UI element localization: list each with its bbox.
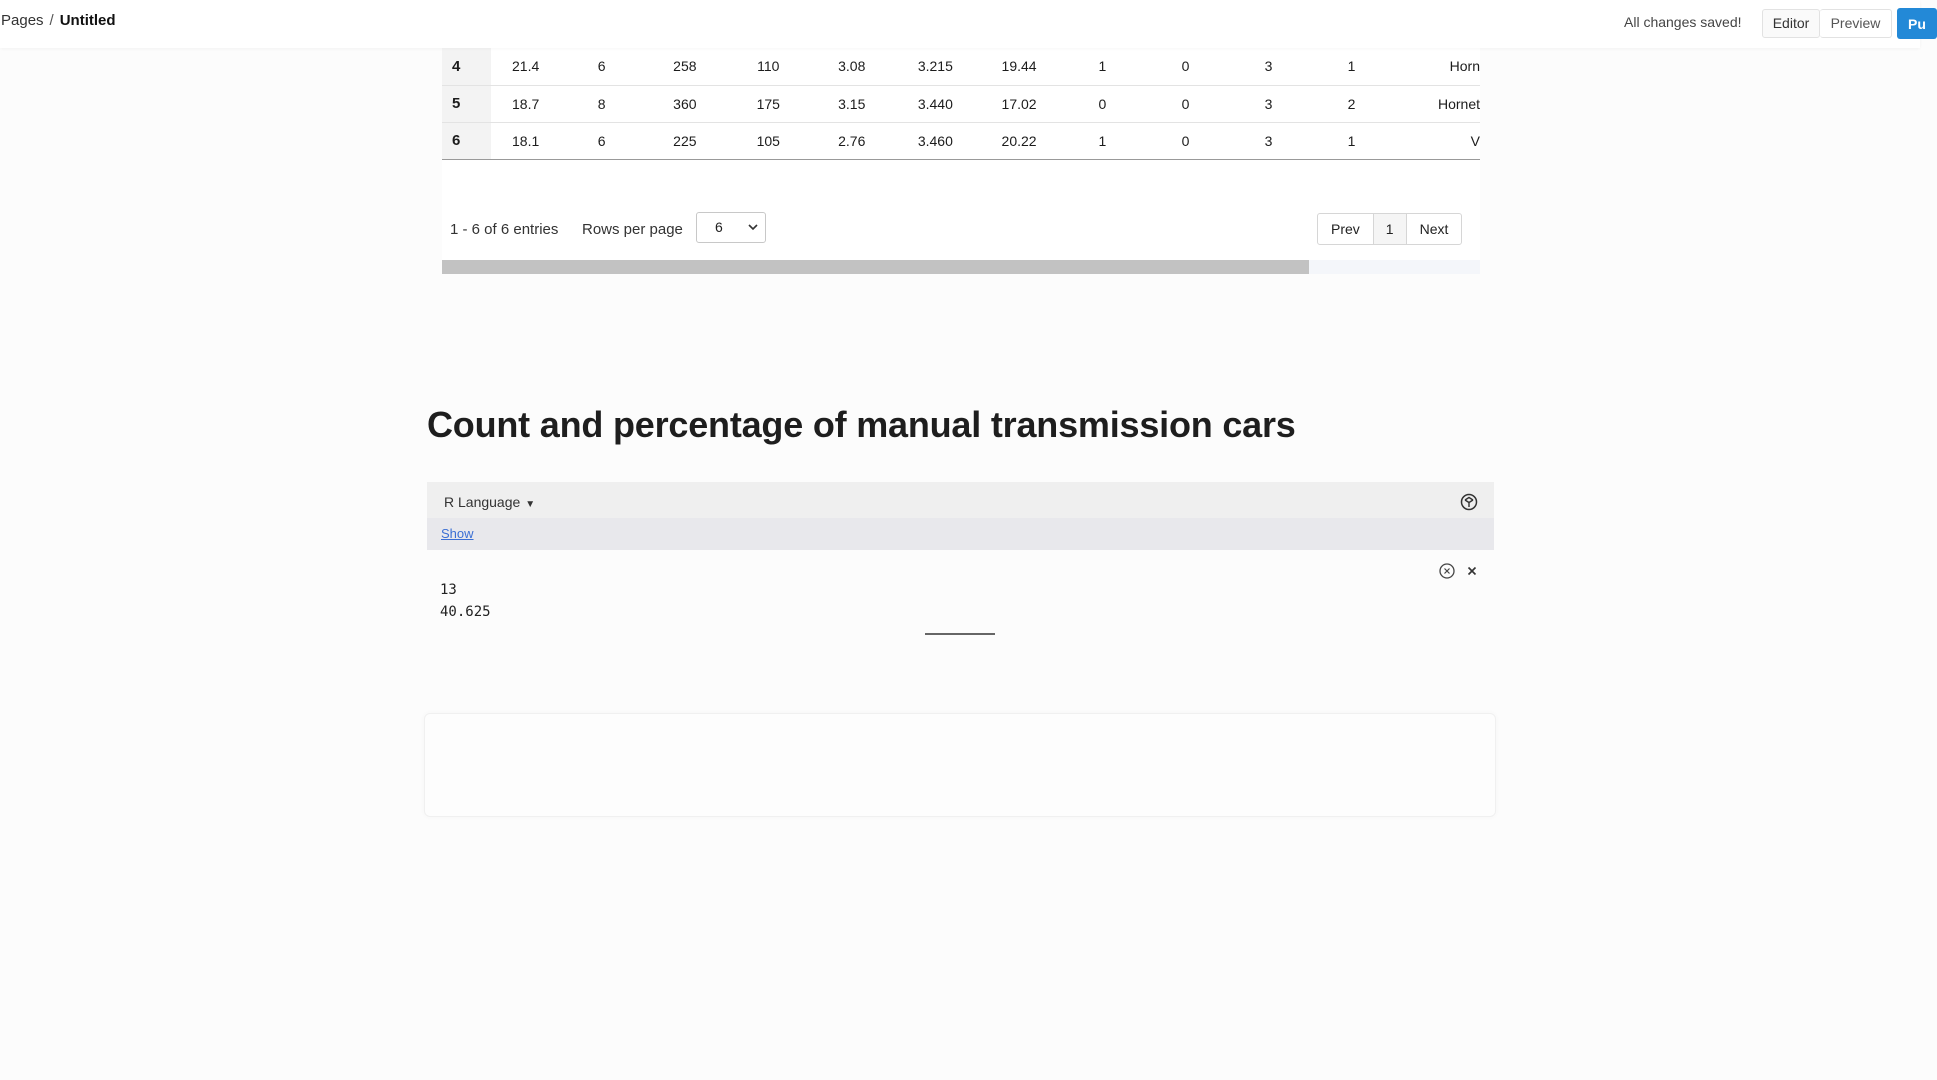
table-cell: 110 — [727, 48, 810, 85]
output-line: 40.625 — [440, 604, 491, 620]
table-cell: 19.44 — [977, 48, 1061, 85]
table-cell-name: Horn — [1393, 48, 1480, 85]
language-selector[interactable] — [444, 494, 535, 510]
pagination — [1317, 213, 1462, 245]
table-cell: 8 — [560, 85, 643, 122]
cube-icon[interactable] — [1459, 492, 1479, 512]
publish-button[interactable]: Pu — [1897, 8, 1937, 39]
next-page-button[interactable]: Next — [1419, 221, 1449, 237]
row-index: 4 — [442, 48, 491, 85]
table-cell: 225 — [643, 122, 726, 159]
table-row — [442, 48, 1480, 85]
table-cell: 3.08 — [810, 48, 894, 85]
table-row — [442, 122, 1480, 159]
table-cell: 3 — [1227, 122, 1310, 159]
clear-output-icon[interactable] — [1438, 562, 1456, 580]
scrollbar-thumb[interactable] — [442, 260, 1309, 274]
table-cell: 18.7 — [491, 85, 560, 122]
table-cell-name: V — [1393, 122, 1480, 159]
table-cell: 1 — [1310, 122, 1393, 159]
breadcrumb — [1, 12, 116, 29]
table-cell: 0 — [1144, 48, 1227, 85]
table-cell: 0 — [1144, 85, 1227, 122]
table-cell: 3.460 — [894, 122, 978, 159]
table-cell: 3 — [1227, 85, 1310, 122]
table-cell: 6 — [560, 122, 643, 159]
table-cell: 3 — [1227, 48, 1310, 85]
table-cell: 6 — [560, 48, 643, 85]
table-cell: 0 — [1061, 85, 1144, 122]
section-heading: Count and percentage of manual transmission cars — [427, 404, 1296, 445]
rows-per-page-select[interactable] — [696, 212, 766, 243]
table-cell: 21.4 — [491, 48, 560, 85]
table-cell: 0 — [1144, 122, 1227, 159]
table-cell: 360 — [643, 85, 726, 122]
prev-page-button[interactable]: Prev — [1318, 214, 1374, 244]
table-cell: 3.15 — [810, 85, 894, 122]
table-cell: 1 — [1061, 122, 1144, 159]
preview-mode-button[interactable]: Preview — [1820, 9, 1892, 38]
caret-down-icon: ▼ — [525, 499, 536, 510]
empty-block[interactable] — [424, 713, 1496, 817]
page-1-button[interactable]: 1 — [1374, 214, 1407, 244]
top-bar — [0, 0, 1926, 48]
code-toggle-bar — [427, 518, 1494, 550]
table-cell: 20.22 — [977, 122, 1061, 159]
row-index: 5 — [442, 85, 491, 122]
table-cell: 2.76 — [810, 122, 894, 159]
table-cell: 18.1 — [491, 122, 560, 159]
table-cell: 105 — [727, 122, 810, 159]
entries-count: 1 - 6 of 6 entries — [450, 221, 559, 238]
close-icon[interactable] — [1463, 562, 1481, 580]
table-cell: 258 — [643, 48, 726, 85]
save-status: All changes saved! — [1624, 14, 1742, 30]
table-cell: 17.02 — [977, 85, 1061, 122]
table-footer — [442, 211, 1480, 247]
row-index: 6 — [442, 122, 491, 159]
breadcrumb-current-page: Untitled — [59, 12, 116, 29]
output-divider — [925, 633, 995, 635]
data-table — [442, 48, 1480, 160]
table-cell: 1 — [1310, 48, 1393, 85]
horizontal-scrollbar[interactable] — [442, 260, 1480, 274]
table-cell-name: Hornet — [1393, 85, 1480, 122]
data-table-card — [442, 48, 1480, 274]
language-label: R Language — [444, 494, 521, 510]
cell-output — [427, 560, 1494, 640]
table-row — [442, 85, 1480, 122]
editor-mode-button[interactable]: Editor — [1762, 9, 1820, 38]
code-cell — [427, 482, 1494, 550]
rows-per-page-label: Rows per page — [582, 221, 683, 238]
chevron-down-icon — [747, 213, 759, 253]
table-cell: 2 — [1310, 85, 1393, 122]
breadcrumb-pages-link[interactable]: Pages — [1, 12, 44, 29]
table-cell: 3.440 — [894, 85, 978, 122]
table-cell: 3.215 — [894, 48, 978, 85]
show-code-link[interactable]: Show — [441, 526, 474, 541]
output-line: 13 — [440, 582, 457, 598]
table-cell: 175 — [727, 85, 810, 122]
rows-per-page-value: 6 — [715, 219, 723, 235]
table-cell: 1 — [1061, 48, 1144, 85]
breadcrumb-separator: / — [49, 12, 54, 29]
